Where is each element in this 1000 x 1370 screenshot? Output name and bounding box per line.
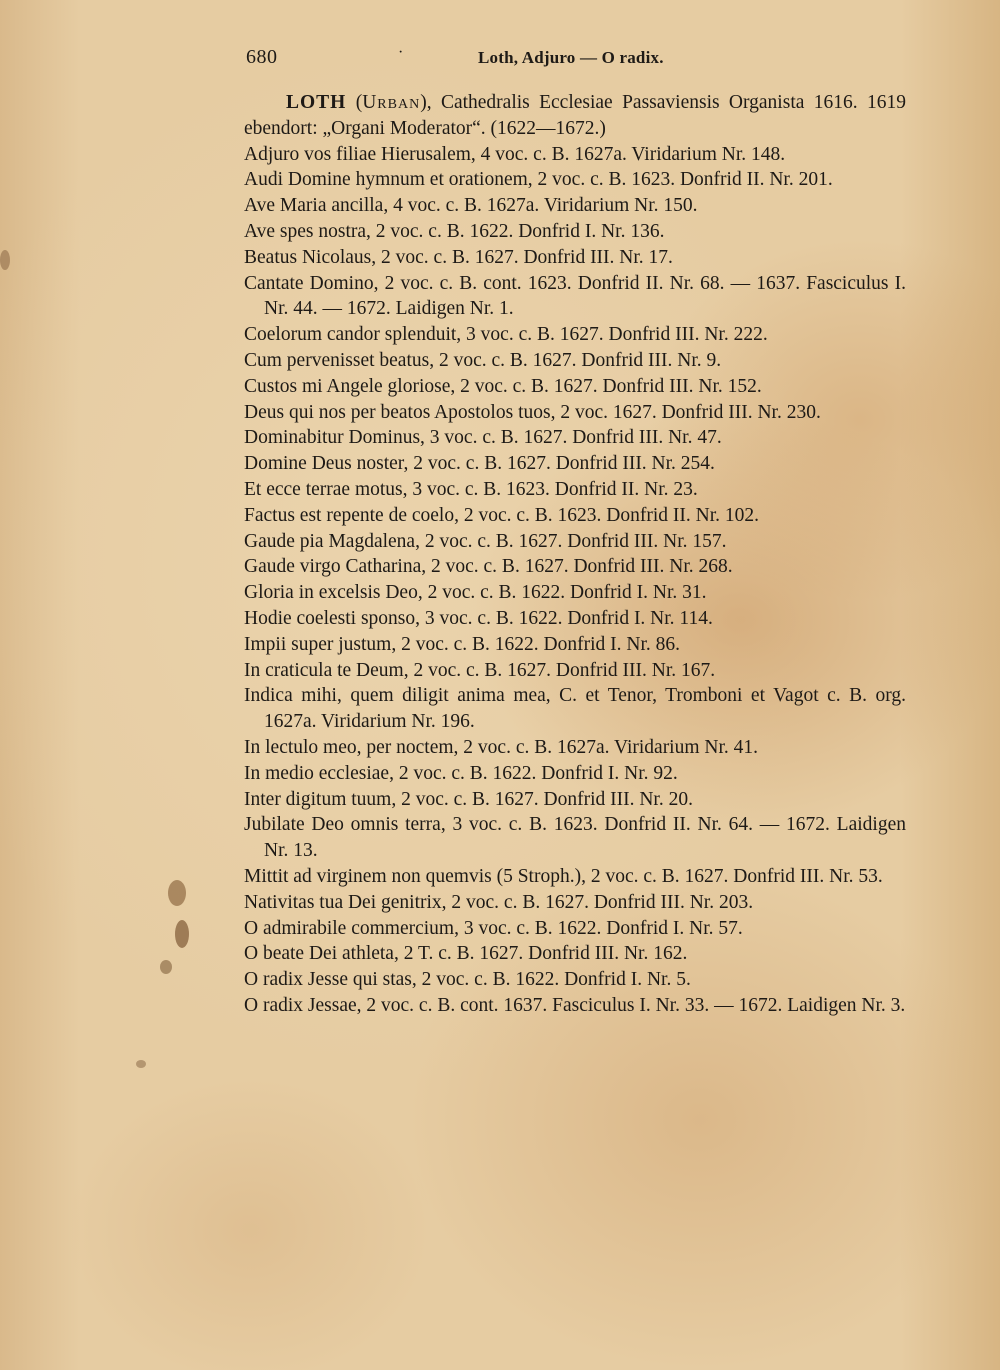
list-item: Deus qui nos per beatos Apostolos tuos, 2 voc. 1627. Donfrid III. Nr. 230.: [244, 401, 821, 423]
list-item: Ave spes nostra, 2 voc. c. B. 1622. Donfrid I. Nr. 136.: [244, 220, 665, 242]
composer-intro: [244, 90, 906, 142]
list-item: Jubilate Deo omnis terra, 3 voc. c. B. 1623. Donfrid II. Nr. 64. — 1672. Laidigen Nr. 13.: [244, 814, 906, 862]
list-item: Cantate Domino, 2 voc. c. B. cont. 1623. Donfrid II. Nr. 68. — 1637. Fasciculus I. Nr. 44. — 1672. Laidigen Nr. 1.: [244, 272, 906, 320]
list-item: Gaude virgo Catharina, 2 voc. c. B. 1627. Donfrid III. Nr. 268.: [244, 556, 733, 578]
page-number: 680: [246, 46, 278, 68]
list-item: In craticula te Deum, 2 voc. c. B. 1627. Donfrid III. Nr. 167.: [244, 659, 716, 681]
list-item: Inter digitum tuum, 2 voc. c. B. 1627. Donfrid III. Nr. 20.: [244, 788, 693, 810]
list-item: Domine Deus noster, 2 voc. c. B. 1627. Donfrid III. Nr. 254.: [244, 453, 715, 475]
list-item: Impii super justum, 2 voc. c. B. 1622. Donfrid I. Nr. 86.: [244, 633, 680, 655]
list-item: Factus est repente de coelo, 2 voc. c. B. 1623. Donfrid II. Nr. 102.: [244, 504, 759, 526]
list-item: O beate Dei athleta, 2 T. c. B. 1627. Donfrid III. Nr. 162.: [244, 943, 688, 965]
given-name-open: (: [355, 92, 363, 113]
list-item: Adjuro vos filiae Hierusalem, 4 voc. c. B. 1627a. Viridarium Nr. 148.: [244, 143, 786, 165]
catalog-text: [244, 90, 906, 1019]
list-item: O admirabile commercium, 3 voc. c. B. 1622. Donfrid I. Nr. 57.: [244, 917, 743, 939]
list-item: Coelorum candor splenduit, 3 voc. c. B. 1627. Donfrid III. Nr. 222.: [244, 324, 768, 346]
list-item: Nativitas tua Dei genitrix, 2 voc. c. B. 1627. Donfrid III. Nr. 203.: [244, 891, 754, 913]
list-item: Cum pervenisset beatus, 2 voc. c. B. 1627. Donfrid III. Nr. 9.: [244, 349, 722, 371]
list-item: O radix Jessae, 2 voc. c. B. cont. 1637. Fasciculus I. Nr. 33. — 1672. Laidigen Nr. 3.: [244, 994, 906, 1016]
list-item: Mittit ad virginem non quemvis (5 Stroph.), 2 voc. c. B. 1627. Donfrid III. Nr. 53.: [244, 865, 883, 887]
list-item: Custos mi Angele gloriose, 2 voc. c. B. 1627. Donfrid III. Nr. 152.: [244, 375, 762, 397]
given-name-close: ),: [420, 92, 432, 113]
foxing-spot: [168, 880, 186, 906]
list-item: O radix Jesse qui stas, 2 voc. c. B. 1622. Donfrid I. Nr. 5.: [244, 969, 691, 991]
list-item: Et ecce terrae motus, 3 voc. c. B. 1623. Donfrid II. Nr. 23.: [244, 478, 698, 500]
foxing-spot: [136, 1060, 146, 1068]
list-item: Beatus Nicolaus, 2 voc. c. B. 1627. Donfrid III. Nr. 17.: [244, 246, 673, 268]
list-item: Gaude pia Magdalena, 2 voc. c. B. 1627. Donfrid III. Nr. 157.: [244, 530, 727, 552]
composer-description: Cathedralis Ecclesiae Passaviensis Organista 1616. 1619 ebendort: „Organi Moderator“. (1622—1672.): [244, 92, 906, 139]
list-item: Audi Domine hymnum et orationem, 2 voc. c. B. 1623. Donfrid II. Nr. 201.: [244, 169, 833, 191]
page-header: [246, 46, 846, 76]
list-item: Dominabitur Dominus, 3 voc. c. B. 1627. Donfrid III. Nr. 47.: [244, 427, 722, 449]
foxing-spot: [175, 920, 189, 948]
list-item: Hodie coelesti sponso, 3 voc. c. B. 1622. Donfrid I. Nr. 114.: [244, 607, 713, 629]
list-item: In medio ecclesiae, 2 voc. c. B. 1622. Donfrid I. Nr. 92.: [244, 762, 678, 784]
header-dot: ·: [398, 44, 404, 61]
list-item: In lectulo meo, per noctem, 2 voc. c. B. 1627a. Viridarium Nr. 41.: [244, 736, 759, 758]
list-item: Indica mihi, quem diligit anima mea, C. et Tenor, Tromboni et Vagot c. B. org. 1627a. Viridarium Nr. 196.: [244, 685, 906, 733]
running-head: Loth, Adjuro — O radix.: [478, 48, 664, 67]
composer-given-name: Urban: [362, 92, 421, 113]
foxing-spot: [160, 960, 172, 974]
entry-list: [244, 142, 906, 1019]
list-item: Gloria in excelsis Deo, 2 voc. c. B. 1622. Donfrid I. Nr. 31.: [244, 582, 707, 604]
foxing-spot: [0, 250, 10, 270]
composer-name: LOTH: [286, 92, 347, 113]
list-item: Ave Maria ancilla, 4 voc. c. B. 1627a. Viridarium Nr. 150.: [244, 195, 698, 217]
